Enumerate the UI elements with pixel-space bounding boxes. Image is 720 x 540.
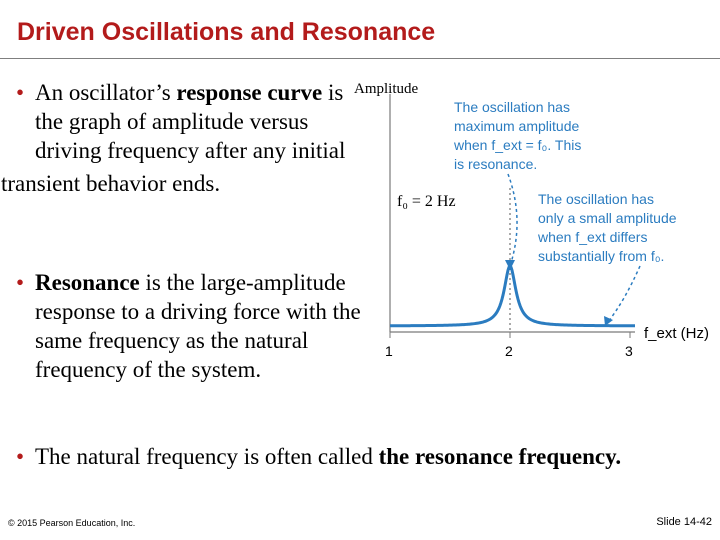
annotation-line: only a small amplitude — [538, 210, 677, 226]
annotation-line: is resonance. — [454, 156, 538, 172]
annotation-line: substantially from f₀. — [538, 248, 665, 264]
annotation-line: when f_ext = f₀. This — [454, 137, 582, 153]
response-curve-figure — [340, 70, 710, 370]
bullet-text: is the graph of amplitude versus driving frequency after any initial — [35, 80, 346, 163]
x-tick-label: 2 — [505, 343, 513, 359]
slide-number: Slide 14-42 — [656, 516, 712, 528]
annotation-line: The oscillation has — [454, 99, 570, 115]
bullet-response-curve — [1, 78, 355, 198]
bullet-icon: • — [16, 80, 25, 105]
annotation-arrow — [608, 266, 640, 322]
slide-title: Driven Oscillations and Resonance — [17, 18, 436, 46]
bullet-resonance — [16, 268, 375, 384]
annotation-line: when f_ext differs — [538, 229, 648, 245]
annotation-max-amplitude — [453, 99, 581, 172]
response-curve — [390, 266, 635, 326]
bullet-text: is the large-amplitude response to a driving force with the same frequency as the natural frequency of the system. — [35, 270, 361, 382]
bullet-bold-term: response curve — [176, 80, 323, 105]
x-tick-label: 1 — [385, 343, 393, 359]
bullet-bold-term: the resonance frequency. — [378, 444, 622, 469]
annotation-line: maximum amplitude — [454, 118, 580, 134]
x-axis-label: f_ext (Hz) — [644, 325, 710, 342]
annotation-line: The oscillation has — [538, 191, 654, 207]
x-tick-label: 3 — [625, 343, 633, 359]
bullet-text: The natural frequency is often called — [35, 444, 379, 469]
arrowhead-icon — [505, 260, 515, 270]
y-axis-label: Amplitude — [354, 81, 419, 97]
bullet-resonance-frequency — [16, 442, 675, 471]
bullet-continuation: transient behavior ends. — [1, 171, 221, 196]
annotation-small-amplitude — [537, 191, 677, 264]
title-divider — [0, 58, 720, 59]
bullet-icon: • — [16, 444, 25, 469]
copyright-footer: © 2015 Pearson Education, Inc. — [8, 518, 136, 528]
annotation-arrow — [508, 174, 517, 266]
bullet-bold-term: Resonance — [35, 270, 140, 295]
bullet-text: An oscillator’s — [35, 80, 177, 105]
f0-label: f₀ = 2 Hz — [397, 193, 456, 210]
bullet-icon: • — [16, 270, 25, 295]
